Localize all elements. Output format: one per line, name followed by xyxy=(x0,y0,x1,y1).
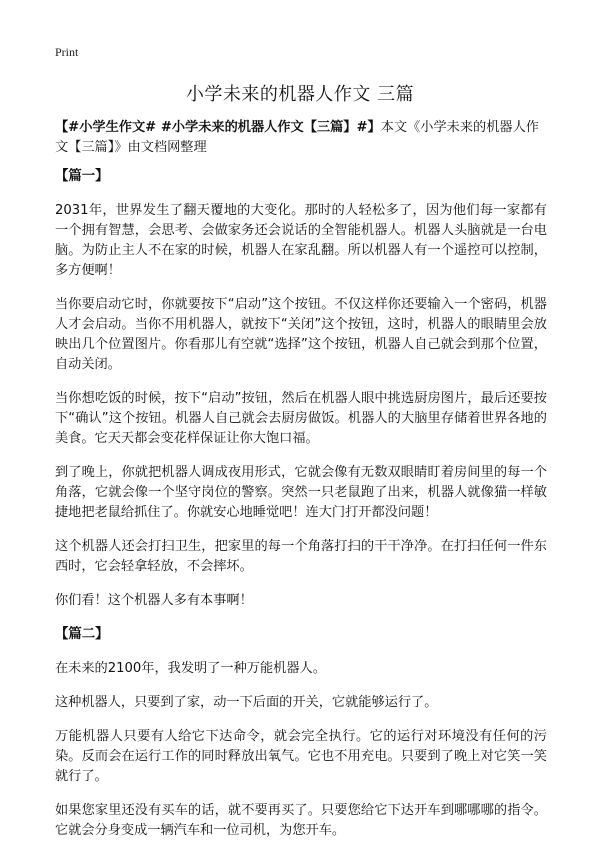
section1-paragraph-2: 当你要启动它时，你就要按下“启动”这个按钮。不仅这样你还要输入一个密码，机器人才会启动。当你不用机器人，就按下“关闭”这个按钮，这时，机器人的眼睛里会放映出几个位置图片。你看那儿有空就“选择”这个按钮，机器人自己就会到那个位置，自动关闭。 xyxy=(55,297,547,372)
section2-paragraph-4: 如果您家里还没有买车的话，就不要再买了。只要您给它下达开车到哪哪哪的指令。它就会分身变成一辆汽车和一位司机，为您开车。 xyxy=(55,803,547,838)
print-label: Print xyxy=(55,45,79,59)
intro-paragraph xyxy=(55,118,547,158)
section1-paragraph-3: 当你想吃饭的时候，按下“启动”按钮，然后在机器人眼中挑选厨房图片，最后还要按下“确认”这个按钮。机器人自己就会去厨房做饭。机器人的大脑里存储着世界各地的美食。它天天都会变花样保证让你大饱口福。 xyxy=(55,391,547,446)
section-heading-1: 【篇一】 xyxy=(55,169,109,184)
section-heading-2: 【篇二】 xyxy=(55,627,109,642)
section1-paragraph-4: 到了晚上，你就把机器人调成夜用形式，它就会像有无数双眼睛盯着房间里的每一个角落，它就会像一个坚守岗位的警察。突然一只老鼠跑了出来，机器人就像猫一样敏捷地把老鼠给抓住了。你就安心地睡觉吧！连大门打开都没问题！ xyxy=(55,465,547,520)
section2-paragraph-3: 万能机器人只要有人给它下达命令，就会完全执行。它的运行对环境没有任何的污染。反而会在运行工作的同时释放出氧气。它也不用充电。只要到了晚上对它笑一笑就行了。 xyxy=(55,729,547,784)
section2-paragraph-1: 在未来的2100年，我发明了一种万能机器人。 xyxy=(55,661,326,676)
section1-paragraph-5: 这个机器人还会打扫卫生，把家里的每一个角落打扫的干干净净。在打扫任何一件东西时，它会轻拿轻放，不会摔坏。 xyxy=(55,539,547,574)
page-title: 小学未来的机器人作文 三篇 xyxy=(185,84,415,105)
intro-tags: 【#小学生作文# #小学未来的机器人作文【三篇】#】 xyxy=(55,120,381,135)
intro-text: 本文《小学未来的机器人作文【三篇】》由文档网整理 xyxy=(55,120,539,155)
section1-paragraph-6: 你们看！这个机器人多有本事啊！ xyxy=(55,593,253,608)
section1-paragraph-1: 2031年，世界发生了翻天覆地的大变化。那时的人轻松多了，因为他们每一家都有一个拥有智慧，会思考、会做家务还会说话的全智能机器人。机器人头脑就是一台电脑。为防止主人不在家的时候，机器人在家乱翻。所以机器人有一个遥控可以控制，多方便啊！ xyxy=(55,203,547,278)
document-body xyxy=(55,118,547,855)
section2-paragraph-2: 这种机器人，只要到了家，动一下后面的开关，它就能够运行了。 xyxy=(55,695,438,710)
